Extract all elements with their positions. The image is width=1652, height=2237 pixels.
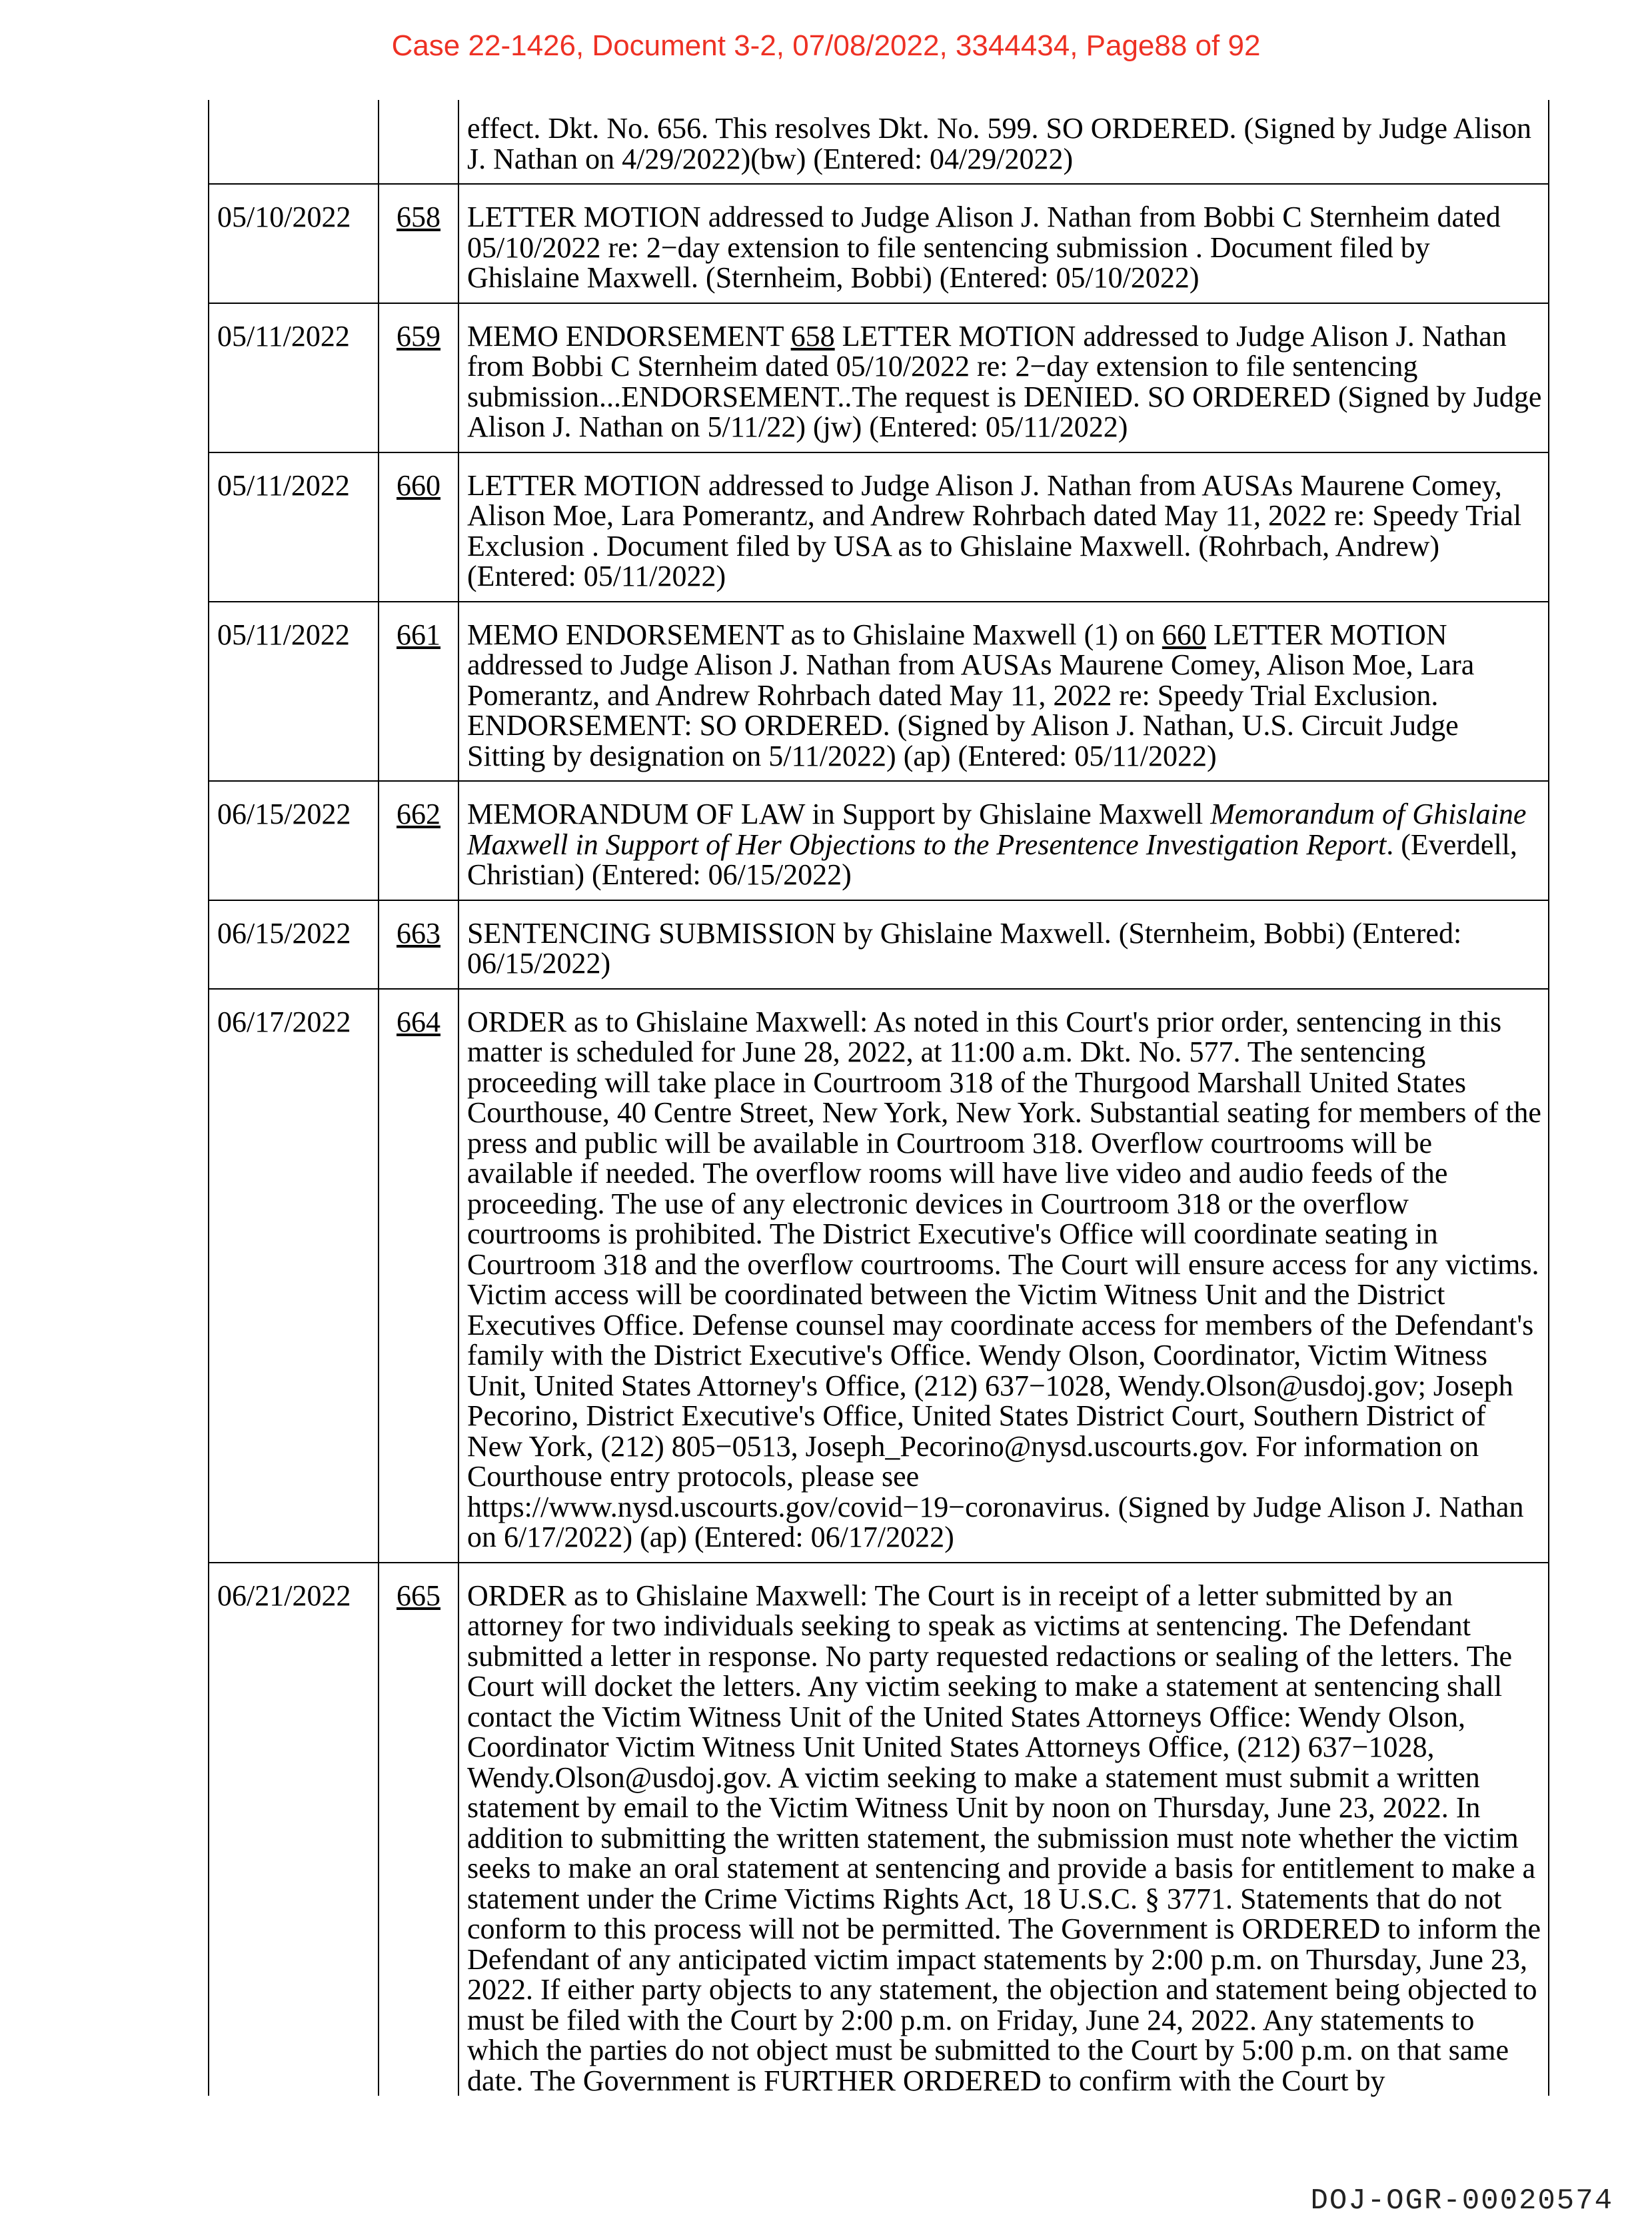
entry-text (458, 303, 1549, 452)
entry-number (379, 184, 458, 303)
entry-number (379, 781, 458, 900)
docket-row (209, 602, 1549, 782)
docket-number-link[interactable]: 665 (397, 1579, 440, 1612)
entry-text: effect. Dkt. No. 656. This resolves Dkt. No. 599. SO ORDERED. (Signed by Judge Alison J. Nathan on 4/29/2022)(bw) (Entered: 04/29/2022) (458, 100, 1549, 184)
entry-date: 06/15/2022 (209, 900, 379, 989)
entry-number (379, 303, 458, 452)
entry-text-part: MEMO ENDORSEMENT as to Ghislaine Maxwell (1) on (467, 618, 1162, 651)
docket-number-link[interactable]: 663 (397, 916, 440, 950)
entry-date: 06/21/2022 (209, 1563, 379, 2096)
entry-number (379, 900, 458, 989)
docket-number-link[interactable]: 664 (397, 1005, 440, 1038)
docket-row (209, 989, 1549, 1563)
entry-text-part: LETTER MOTION addressed to Judge Alison J. Nathan from AUSAs Maurene Comey, Alison Moe, Lara Pomerantz, and Andrew Rohrbach dated May 11, 2022 re: Speedy Trial Exclusion. ENDORSEMENT: SO ORDERED. (Signed by Alison J. Nathan, U.S. Circuit Judge Sitting by designation on 5/11/2022) (ap) (Entered: 05/11/2022) (467, 618, 1475, 772)
entry-text: ORDER as to Ghislaine Maxwell: As noted in this Court's prior order, sentencing in this matter is scheduled for June 28, 2022, at 11:00 a.m. Dkt. No. 577. The sentencing proceeding will take place in Courtroom 318 of the Thurgood Marshall United States Courthouse, 40 Centre Street, New York, New York. Substantial seating for members of the press and public will be available in Courtroom 318. Overflow courtrooms will be available if needed. The overflow rooms will have live video and audio feeds of the proceeding. The use of any electronic devices in Courtroom 318 or the overflow courtrooms is prohibited. The District Executive's Office will coordinate seating in Courtroom 318 and the overflow courtrooms. The Court will ensure access for any victims. Victim access will be coordinated between the Victim Witness Unit and the District Executives Office. Defense counsel may coordinate access for members of the Defendant's family with the District Executive's Office. Wendy Olson, Coordinator, Victim Witness Unit, United States Attorney's Office, (212) 637−1028, Wendy.Olson@usdoj.gov; Joseph Pecorino, District Executive's Office, United States District Court, Southern District of New York, (212) 805−0513, Joseph_Pecorino@nysd.uscourts.gov. For information on Courthouse entry protocols, please see https://www.nysd.uscourts.gov/covid−19−coronavirus. (Signed by Judge Alison J. Nathan on 6/17/2022) (ap) (Entered: 06/17/2022) (458, 989, 1549, 1563)
docket-row (209, 1563, 1549, 2096)
docket-table (208, 100, 1549, 2096)
entry-text-part: MEMORANDUM OF LAW in Support by Ghislaine Maxwell (467, 798, 1211, 830)
entry-text: LETTER MOTION addressed to Judge Alison J. Nathan from AUSAs Maurene Comey, Alison Moe, Lara Pomerantz, and Andrew Rohrbach dated May 11, 2022 re: Speedy Trial Exclusion . Document filed by USA as to Ghislaine Maxwell. (Rohrbach, Andrew) (Entered: 05/11/2022) (458, 452, 1549, 602)
entry-number (379, 989, 458, 1563)
entry-date: 06/17/2022 (209, 989, 379, 1563)
docket-number-link[interactable]: 661 (397, 618, 440, 651)
entry-date (209, 100, 379, 184)
entry-text: ORDER as to Ghislaine Maxwell: The Court is in receipt of a letter submitted by an attorney for two individuals seeking to speak as victims at sentencing. The Defendant submitted a letter in response. No party requested redactions or sealing of the letters. The Court will docket the letters. Any victim seeking to make a statement at sentencing shall contact the Victim Witness Unit of the United States Attorneys Office: Wendy Olson, Coordinator Victim Witness Unit United States Attorneys Office, (212) 637−1028, Wendy.Olson@usdoj.gov. A victim seeking to make a statement must submit a written statement by email to the Victim Witness Unit by noon on Thursday, June 23, 2022. In addition to submitting the written statement, the submission must note whether the victim seeks to make an oral statement at sentencing and provide a basis for entitlement to make a statement under the Crime Victims Rights Act, 18 U.S.C. § 3771. Statements that do not conform to this process will not be permitted. The Government is ORDERED to inform the Defendant of any anticipated victim impact statements by 2:00 p.m. on Thursday, June 23, 2022. If either party objects to any statement, the objection and statement being objected to must be filed with the Court by 2:00 p.m. on Friday, June 24, 2022. Any statements to which the parties do not object must be submitted to the Court by 5:00 p.m. on that same date. The Government is FURTHER ORDERED to confirm with the Court by (458, 1563, 1549, 2096)
docket-row (209, 900, 1549, 989)
entry-date: 06/15/2022 (209, 781, 379, 900)
docket-number-link[interactable]: 659 (397, 319, 440, 353)
entry-number (379, 452, 458, 602)
entry-text-part: MEMO ENDORSEMENT (467, 319, 791, 353)
entry-text (458, 602, 1549, 782)
entry-number (379, 602, 458, 782)
entry-text-part: LETTER MOTION addressed to Judge Alison J. Nathan from Bobbi C Sternheim dated 05/10/2022 re: 2−day extension to file sentencing submission...ENDORSEMENT..The request is DENIED. SO ORDERED (Signed by Judge Alison J. Nathan on 5/11/22) (jw) (Entered: 05/11/2022) (467, 319, 1542, 443)
docket-number-link[interactable]: 660 (397, 468, 440, 502)
entry-date: 05/10/2022 (209, 184, 379, 303)
docket-number-link[interactable]: 658 (397, 201, 440, 233)
entry-text: LETTER MOTION addressed to Judge Alison J. Nathan from Bobbi C Sternheim dated 05/10/2022 re: 2−day extension to file sentencing submission . Document filed by Ghislaine Maxwell. (Sternheim, Bobbi) (Entered: 05/10/2022) (458, 184, 1549, 303)
entry-date: 05/11/2022 (209, 452, 379, 602)
entry-reference-link[interactable]: 658 (790, 319, 835, 353)
entry-text: SENTENCING SUBMISSION by Ghislaine Maxwell. (Sternheim, Bobbi) (Entered: 06/15/2022) (458, 900, 1549, 989)
bates-number: DOJ-OGR-00020574 (1310, 2184, 1613, 2218)
entry-text-part: . (Everdell, Christian) (Entered: 06/15/2022) (467, 828, 1517, 891)
docket-row (209, 781, 1549, 900)
docket-number-link[interactable]: 662 (397, 798, 440, 830)
docket-row (209, 452, 1549, 602)
case-header: Case 22-1426, Document 3-2, 07/08/2022, 3344434, Page88 of 92 (391, 29, 1261, 62)
entry-number (379, 1563, 458, 2096)
entry-text (458, 781, 1549, 900)
entry-date: 05/11/2022 (209, 303, 379, 452)
docket-row (209, 184, 1549, 303)
entry-number (379, 100, 458, 184)
docket-row (209, 100, 1549, 184)
docket-row (209, 303, 1549, 452)
entry-document-title: Memorandum of Ghislaine Maxwell in Support of Her Objections to the Presentence Investigation Report (467, 798, 1527, 861)
entry-reference-link[interactable]: 660 (1162, 618, 1206, 651)
entry-date: 05/11/2022 (209, 602, 379, 782)
